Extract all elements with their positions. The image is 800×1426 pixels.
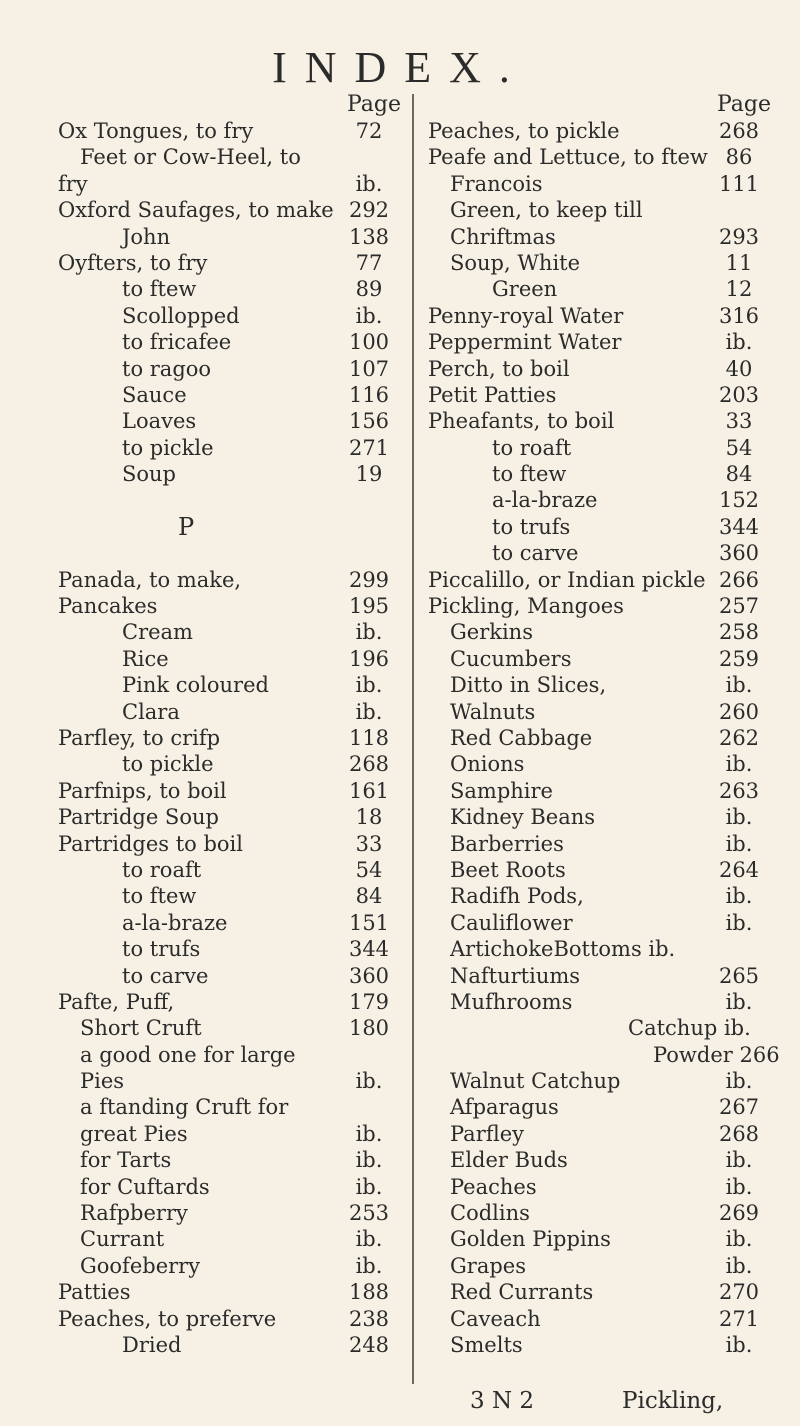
entry-page-number: 195 (348, 594, 390, 619)
index-entry (58, 778, 403, 804)
index-entry (428, 250, 773, 276)
entry-label: Smelts (450, 1332, 523, 1357)
entry-label: Red Currants (450, 1280, 594, 1305)
entry-label: fry (58, 171, 88, 196)
entry-label: Walnuts (450, 699, 536, 724)
entry-label: Sauce (122, 382, 187, 407)
index-entry (58, 1200, 403, 1226)
entry-page-number: 84 (725, 462, 753, 487)
entry-label: Cream (122, 620, 193, 645)
entry-label: Oxford Saufages, to make (58, 198, 334, 223)
index-entry (428, 1279, 773, 1305)
index-entry (428, 408, 773, 434)
entry-page-number: ib. (725, 831, 753, 856)
entry-label: Goofeberry (80, 1253, 201, 1278)
entry-label: Afparagus (450, 1095, 559, 1120)
entry-page-number: 262 (718, 725, 760, 750)
entry-page-number: ib. (355, 1253, 383, 1278)
entry-page-number: ib. (725, 910, 753, 935)
entry-label: for Cuftards (80, 1174, 210, 1199)
index-entry (58, 487, 403, 513)
entry-page-number: 271 (718, 1306, 760, 1331)
index-entry (58, 250, 403, 276)
index-entry (58, 329, 403, 355)
entry-page-number: ib. (355, 620, 383, 645)
entry-page-number: 271 (348, 435, 390, 460)
entry-page-number: ib. (725, 884, 753, 909)
entry-page-number: 12 (725, 277, 753, 302)
entry-page-number: 54 (725, 435, 753, 460)
page-title: INDEX. (272, 43, 528, 92)
entry-page-number: 151 (348, 910, 390, 935)
index-entry (58, 303, 403, 329)
entry-label: Soup (122, 462, 176, 487)
entry-page-number: ib. (725, 330, 753, 355)
index-entry (58, 593, 403, 619)
entry-label: Oyfters, to fry (58, 250, 208, 275)
index-entry (58, 1174, 403, 1200)
index-entry (428, 276, 773, 302)
entry-label: Green (492, 277, 558, 302)
entry-label: Soup, White (450, 250, 581, 275)
entry-label: Pancakes (58, 594, 158, 619)
entry-page-number: 203 (718, 382, 760, 407)
entry-page-number: 111 (718, 171, 760, 196)
entry-label: to trufs (122, 937, 201, 962)
entry-page-number: 138 (348, 224, 390, 249)
entry-label: Green, to keep till (450, 198, 643, 223)
index-entry (58, 1015, 403, 1041)
entry-label: Piccalillo, or Indian pickle (428, 567, 706, 592)
index-entry (428, 224, 773, 250)
entry-page-number: 265 (718, 963, 760, 988)
entry-label: to roaft (492, 435, 572, 460)
entry-page-number: 84 (355, 884, 383, 909)
index-entry (58, 224, 403, 250)
entry-page-number: 259 (718, 646, 760, 671)
entry-label: Walnut Catchup (450, 1069, 621, 1094)
entry-page-number: 268 (718, 119, 760, 143)
entry-label: Perch, to boil (428, 356, 570, 381)
entry-page-number: 161 (348, 778, 390, 803)
entry-label: to carve (122, 963, 209, 988)
entry-page-number: 116 (348, 382, 390, 407)
index-entry (58, 619, 403, 645)
entry-label: Ditto in Slices, (450, 673, 607, 698)
entry-page-number: ib. (725, 1253, 753, 1278)
index-entry (58, 883, 403, 909)
entry-page-number: ib. (355, 1148, 383, 1173)
index-entry (428, 514, 773, 540)
entry-label: Grapes (450, 1253, 526, 1278)
index-entry (428, 1226, 773, 1252)
entry-label: John (122, 224, 171, 249)
entry-label: Pheafants, to boil (428, 409, 615, 434)
index-entry (58, 1253, 403, 1279)
entry-page-number: ib. (355, 171, 383, 196)
index-entry (58, 857, 403, 883)
index-entry (58, 1094, 403, 1120)
entry-label: Peaches (450, 1174, 537, 1199)
index-entry (58, 408, 403, 434)
index-entry (58, 1068, 403, 1094)
entry-label: Pink coloured (122, 673, 269, 698)
entry-label: Francois (450, 171, 543, 196)
entry-label: Scollopped (122, 303, 240, 328)
entry-label: Partridges to boil (58, 831, 243, 856)
entry-page-number: 89 (355, 277, 383, 302)
index-entry (58, 751, 403, 777)
index-entry (428, 883, 773, 909)
entry-label: Mufhrooms (450, 989, 573, 1014)
entry-label: ArtichokeBottoms ib. (450, 937, 676, 962)
entry-page-number: 299 (348, 567, 390, 592)
entry-page-number: 268 (718, 1121, 760, 1146)
entry-page-number: 269 (718, 1201, 760, 1226)
entry-label: a ftanding Cruft for (80, 1095, 289, 1120)
entry-label: Clara (122, 699, 180, 724)
entry-label: to fricafee (122, 330, 232, 355)
section-letter (58, 514, 403, 540)
entry-label: Codlins (450, 1201, 530, 1226)
entry-page-number: 40 (725, 356, 753, 381)
entry-label: Partridge Soup (58, 805, 219, 830)
entry-label: Powder 266 (653, 1042, 780, 1067)
entry-label: Parfley (450, 1121, 525, 1146)
index-entry (58, 963, 403, 989)
entry-label: Pies (80, 1069, 125, 1094)
page-column-heading: Page (346, 92, 401, 117)
catchword: Pickling, (622, 1388, 724, 1414)
entry-page-number: 19 (355, 462, 383, 487)
entry-page-number: ib. (355, 1069, 383, 1094)
index-entry (428, 435, 773, 461)
entry-label: to roaft (122, 857, 202, 882)
entry-page-number: ib. (355, 1121, 383, 1146)
entry-page-number: ib. (725, 989, 753, 1014)
entry-label: Elder Buds (450, 1148, 568, 1173)
index-entry (428, 461, 773, 487)
entry-page-number: 196 (348, 646, 390, 671)
index-column-left (58, 92, 403, 1358)
entry-label: Red Cabbage (450, 725, 593, 750)
index-entry (428, 1094, 773, 1120)
entry-label: Peaches, to preferve (58, 1306, 277, 1331)
index-entry (428, 857, 773, 883)
entry-page-number: 118 (348, 725, 390, 750)
entry-label: Onions (450, 752, 525, 777)
entry-page-number: ib. (725, 1332, 753, 1357)
entry-page-number: 152 (718, 488, 760, 513)
entry-label: Cucumbers (450, 646, 572, 671)
entry-label: great Pies (80, 1121, 188, 1146)
index-entry (428, 303, 773, 329)
entry-page-number: 360 (348, 963, 390, 988)
index-column-right (428, 92, 780, 1358)
page-column-heading: Page (716, 92, 771, 117)
index-entry (58, 540, 403, 566)
index-entry (58, 1042, 403, 1068)
entry-page-number: 268 (348, 752, 390, 777)
entry-label: Golden Pippins (450, 1227, 611, 1252)
entry-label: Cauliflower (450, 910, 573, 935)
index-entry (428, 593, 773, 619)
entry-label: Rice (122, 646, 169, 671)
entry-label: Catchup ib. (628, 1016, 751, 1041)
entry-page-number: ib. (355, 1227, 383, 1252)
index-entry (58, 1332, 403, 1358)
index-entry (428, 725, 773, 751)
entry-label: Petit Patties (428, 382, 557, 407)
entry-page-number: 263 (718, 778, 760, 803)
index-entry (428, 356, 773, 382)
entry-page-number: 33 (725, 409, 753, 434)
index-entry (428, 619, 773, 645)
index-entry (428, 487, 773, 513)
entry-label: Short Cruft (80, 1016, 202, 1041)
index-entry (428, 1200, 773, 1226)
entry-label: to ragoo (122, 356, 212, 381)
index-entry (428, 778, 773, 804)
index-entry (428, 329, 773, 355)
entry-label: for Tarts (80, 1148, 172, 1173)
entry-label: Gerkins (450, 620, 533, 645)
entry-label: Patties (58, 1280, 131, 1305)
index-entry (428, 118, 773, 144)
index-entry (428, 1068, 773, 1094)
index-entry (58, 118, 403, 144)
index-entry (58, 567, 403, 593)
entry-label: to ftew (492, 462, 567, 487)
entry-page-number: 100 (348, 330, 390, 355)
index-entry (58, 1279, 403, 1305)
entry-label: Chriftmas (450, 224, 556, 249)
entry-page-number: 248 (348, 1332, 390, 1357)
entry-page-number: 266 (718, 567, 760, 592)
index-entry (428, 936, 773, 962)
index-entry (58, 276, 403, 302)
entry-label: to ftew (122, 277, 197, 302)
entry-label: a-la-braze (122, 910, 228, 935)
entry-label: Parfley, to crifp (58, 725, 221, 750)
entry-page-number: 360 (718, 541, 760, 566)
entry-label: Beet Roots (450, 857, 566, 882)
entry-label: Ox Tongues, to fry (58, 119, 254, 143)
entry-label: Samphire (450, 778, 553, 803)
index-entry (58, 725, 403, 751)
entry-label: Barberries (450, 831, 564, 856)
index-entry (58, 382, 403, 408)
index-entry (428, 1253, 773, 1279)
entry-page-number: ib. (725, 805, 753, 830)
index-entry (428, 1121, 773, 1147)
entry-page-number: 260 (718, 699, 760, 724)
entry-label: a good one for large (80, 1042, 296, 1067)
index-entry (58, 144, 403, 170)
entry-label: Nafturtiums (450, 963, 581, 988)
entry-label: Penny-royal Water (428, 303, 624, 328)
entry-page-number: 33 (355, 831, 383, 856)
index-entry (428, 197, 773, 223)
entry-label: Dried (122, 1332, 182, 1357)
entry-page-number: 267 (718, 1095, 760, 1120)
index-entry (58, 461, 403, 487)
entry-page-number: 11 (725, 250, 753, 275)
index-entry (58, 989, 403, 1015)
index-entry (58, 435, 403, 461)
index-entry (58, 197, 403, 223)
index-entry (428, 1042, 780, 1068)
index-entry (58, 910, 403, 936)
index-entry (428, 831, 773, 857)
index-entry (428, 1174, 773, 1200)
entry-label: Pickling, Mangoes (428, 594, 624, 619)
index-entry (58, 804, 403, 830)
entry-label: a-la-braze (492, 488, 598, 513)
index-entry (428, 171, 773, 197)
entry-page-number: 54 (355, 857, 383, 882)
entry-page-number: ib. (725, 1148, 753, 1173)
entry-page-number: 188 (348, 1280, 390, 1305)
index-entry (428, 382, 773, 408)
entry-label: Peppermint Water (428, 330, 622, 355)
entry-label: to pickle (122, 752, 214, 777)
entry-label: Rafpberry (80, 1201, 188, 1226)
entry-page-number: 292 (348, 198, 390, 223)
entry-label: Currant (80, 1227, 165, 1252)
entry-label: Parfnips, to boil (58, 778, 227, 803)
entry-list (58, 118, 403, 1358)
index-entry (58, 831, 403, 857)
index-entry (428, 646, 773, 672)
entry-label: Panada, to make, (58, 567, 242, 592)
index-entry (428, 540, 773, 566)
entry-page-number: 293 (718, 224, 760, 249)
entry-page-number: 344 (348, 937, 390, 962)
entry-page-number: 77 (355, 250, 383, 275)
entry-page-number: 253 (348, 1201, 390, 1226)
entry-page-number: 258 (718, 620, 760, 645)
entry-page-number: ib. (355, 1174, 383, 1199)
entry-page-number: 72 (355, 119, 383, 143)
entry-label: Pafte, Puff, (58, 989, 175, 1014)
index-entry (428, 963, 773, 989)
entry-label: to carve (492, 541, 579, 566)
index-entry (428, 804, 773, 830)
entry-page-number: 344 (718, 514, 760, 539)
entry-page-number: ib. (725, 752, 753, 777)
index-entry (428, 989, 773, 1015)
index-entry (58, 672, 403, 698)
entry-label: Loaves (122, 409, 197, 434)
entry-page-number: ib. (725, 673, 753, 698)
entry-page-number: 270 (718, 1280, 760, 1305)
entry-label: Radifh Pods, (450, 884, 584, 909)
entry-label: to pickle (122, 435, 214, 460)
entry-label: Peafe and Lettuce, to ftew (428, 145, 708, 170)
index-entry (58, 1306, 403, 1332)
entry-label: P (178, 512, 195, 541)
index-entry (428, 910, 773, 936)
index-entry (428, 1332, 773, 1358)
index-entry (58, 1121, 403, 1147)
index-entry (428, 751, 773, 777)
index-entry (58, 1226, 403, 1252)
page-footer (0, 1384, 800, 1418)
index-entry (428, 1015, 773, 1041)
entry-page-number: ib. (725, 1069, 753, 1094)
index-entry (428, 672, 773, 698)
entry-page-number: 238 (348, 1306, 390, 1331)
index-entry (58, 646, 403, 672)
entry-page-number: 107 (348, 356, 390, 381)
index-entry (428, 699, 773, 725)
entry-page-number: 264 (718, 857, 760, 882)
entry-page-number: 86 (725, 145, 753, 170)
entry-label: Kidney Beans (450, 805, 596, 830)
index-entry (58, 699, 403, 725)
entry-page-number: ib. (355, 673, 383, 698)
entry-label: Caveach (450, 1306, 541, 1331)
index-entry (58, 936, 403, 962)
entry-page-number: 316 (718, 303, 760, 328)
index-entry (58, 1147, 403, 1173)
index-entry (58, 171, 403, 197)
entry-list (428, 118, 780, 1358)
entry-page-number: ib. (355, 699, 383, 724)
entry-page-number: 156 (348, 409, 390, 434)
index-entry (428, 1306, 773, 1332)
column-divider (412, 94, 414, 1384)
entry-page-number: ib. (725, 1227, 753, 1252)
entry-page-number: ib. (355, 303, 383, 328)
entry-page-number: ib. (725, 1174, 753, 1199)
entry-label: to trufs (492, 514, 571, 539)
entry-label: Feet or Cow-Heel, to (80, 145, 301, 170)
entry-page-number: 257 (718, 594, 760, 619)
entry-label: Peaches, to pickle (428, 119, 620, 143)
index-entry (428, 1147, 773, 1173)
signature-mark: 3 N 2 (470, 1388, 535, 1414)
index-entry (428, 567, 773, 593)
entry-page-number: 180 (348, 1016, 390, 1041)
entry-page-number: 179 (348, 989, 390, 1014)
entry-page-number: 18 (355, 805, 383, 830)
index-entry (58, 356, 403, 382)
entry-label: to ftew (122, 884, 197, 909)
index-entry (428, 144, 773, 170)
